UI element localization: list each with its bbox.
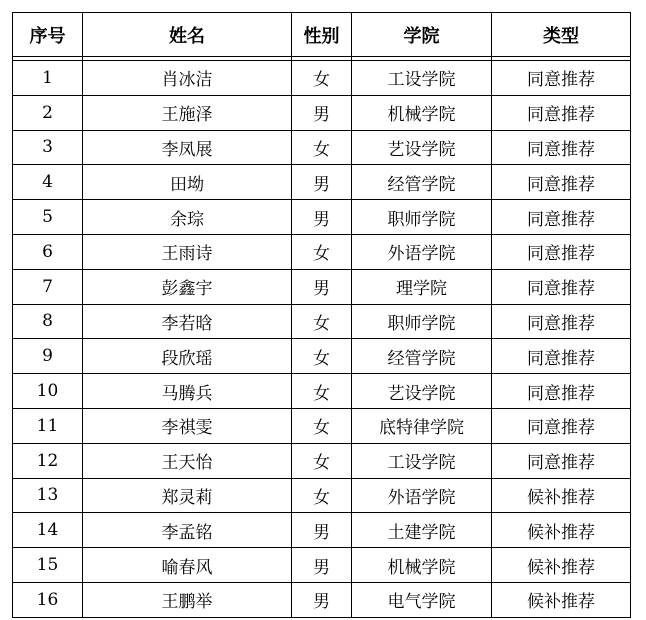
cell-name: 李孟铭	[83, 513, 292, 548]
cell-gender: 男	[292, 200, 352, 235]
cell-college: 外语学院	[352, 234, 492, 269]
cell-college: 理学院	[352, 269, 492, 304]
table-row	[13, 130, 631, 165]
cell-gender: 男	[292, 95, 352, 130]
cell-college: 电气学院	[352, 582, 492, 617]
cell-name: 王雨诗	[83, 234, 292, 269]
header-row	[13, 13, 631, 57]
cell-index: 14	[13, 513, 83, 548]
cell-type: 候补推荐	[492, 513, 631, 548]
cell-type: 同意推荐	[492, 165, 631, 200]
cell-type: 候补推荐	[492, 582, 631, 617]
cell-type: 同意推荐	[492, 130, 631, 165]
cell-gender: 女	[292, 374, 352, 409]
table-row	[13, 61, 631, 96]
cell-index: 13	[13, 478, 83, 513]
cell-name: 田坳	[83, 165, 292, 200]
cell-index: 1	[13, 61, 83, 96]
table-row	[13, 304, 631, 339]
cell-college: 艺设学院	[352, 130, 492, 165]
cell-name: 段欣瑶	[83, 339, 292, 374]
table-row	[13, 339, 631, 374]
table-row	[13, 478, 631, 513]
cell-type: 同意推荐	[492, 61, 631, 96]
cell-type: 同意推荐	[492, 234, 631, 269]
header-college: 学院	[352, 13, 492, 57]
table-row	[13, 443, 631, 478]
cell-gender: 女	[292, 339, 352, 374]
cell-name: 王鹏举	[83, 582, 292, 617]
cell-name: 马腾兵	[83, 374, 292, 409]
header-index: 序号	[13, 13, 83, 57]
table-row	[13, 374, 631, 409]
table-row	[13, 582, 631, 617]
cell-college: 艺设学院	[352, 374, 492, 409]
table-row	[13, 234, 631, 269]
cell-college: 土建学院	[352, 513, 492, 548]
recommendation-table	[12, 12, 631, 618]
cell-college: 工设学院	[352, 61, 492, 96]
cell-name: 李凤展	[83, 130, 292, 165]
cell-gender: 女	[292, 443, 352, 478]
cell-name: 余琮	[83, 200, 292, 235]
cell-name: 肖冰洁	[83, 61, 292, 96]
table-row	[13, 95, 631, 130]
cell-college: 经管学院	[352, 165, 492, 200]
cell-name: 李若晗	[83, 304, 292, 339]
cell-gender: 男	[292, 165, 352, 200]
cell-index: 11	[13, 408, 83, 443]
table-row	[13, 269, 631, 304]
cell-index: 2	[13, 95, 83, 130]
cell-college: 工设学院	[352, 443, 492, 478]
cell-gender: 女	[292, 408, 352, 443]
cell-name: 王施泽	[83, 95, 292, 130]
cell-college: 机械学院	[352, 95, 492, 130]
table-row	[13, 408, 631, 443]
cell-college: 底特律学院	[352, 408, 492, 443]
cell-type: 同意推荐	[492, 408, 631, 443]
table-body	[13, 61, 631, 618]
cell-college: 职师学院	[352, 304, 492, 339]
cell-college: 机械学院	[352, 548, 492, 583]
cell-gender: 男	[292, 269, 352, 304]
header-name: 姓名	[83, 13, 292, 57]
table-row	[13, 200, 631, 235]
cell-type: 同意推荐	[492, 339, 631, 374]
cell-index: 5	[13, 200, 83, 235]
cell-index: 16	[13, 582, 83, 617]
cell-index: 9	[13, 339, 83, 374]
cell-gender: 女	[292, 61, 352, 96]
cell-gender: 女	[292, 478, 352, 513]
cell-type: 候补推荐	[492, 478, 631, 513]
cell-gender: 女	[292, 304, 352, 339]
table-row	[13, 548, 631, 583]
header-gender: 性别	[292, 13, 352, 57]
cell-type: 候补推荐	[492, 548, 631, 583]
cell-index: 15	[13, 548, 83, 583]
table-row	[13, 165, 631, 200]
header-type: 类型	[492, 13, 631, 57]
cell-college: 职师学院	[352, 200, 492, 235]
cell-index: 7	[13, 269, 83, 304]
cell-index: 3	[13, 130, 83, 165]
cell-gender: 男	[292, 548, 352, 583]
cell-gender: 男	[292, 513, 352, 548]
cell-name: 王天怡	[83, 443, 292, 478]
cell-type: 同意推荐	[492, 200, 631, 235]
table-row	[13, 513, 631, 548]
cell-name: 郑灵莉	[83, 478, 292, 513]
cell-type: 同意推荐	[492, 304, 631, 339]
cell-name: 喻春风	[83, 548, 292, 583]
cell-type: 同意推荐	[492, 443, 631, 478]
cell-index: 12	[13, 443, 83, 478]
cell-index: 10	[13, 374, 83, 409]
cell-college: 外语学院	[352, 478, 492, 513]
cell-index: 6	[13, 234, 83, 269]
cell-college: 经管学院	[352, 339, 492, 374]
cell-name: 李祺雯	[83, 408, 292, 443]
cell-type: 同意推荐	[492, 95, 631, 130]
cell-index: 8	[13, 304, 83, 339]
cell-gender: 女	[292, 234, 352, 269]
cell-type: 同意推荐	[492, 374, 631, 409]
cell-index: 4	[13, 165, 83, 200]
cell-gender: 男	[292, 582, 352, 617]
cell-type: 同意推荐	[492, 269, 631, 304]
cell-gender: 女	[292, 130, 352, 165]
cell-name: 彭鑫宇	[83, 269, 292, 304]
